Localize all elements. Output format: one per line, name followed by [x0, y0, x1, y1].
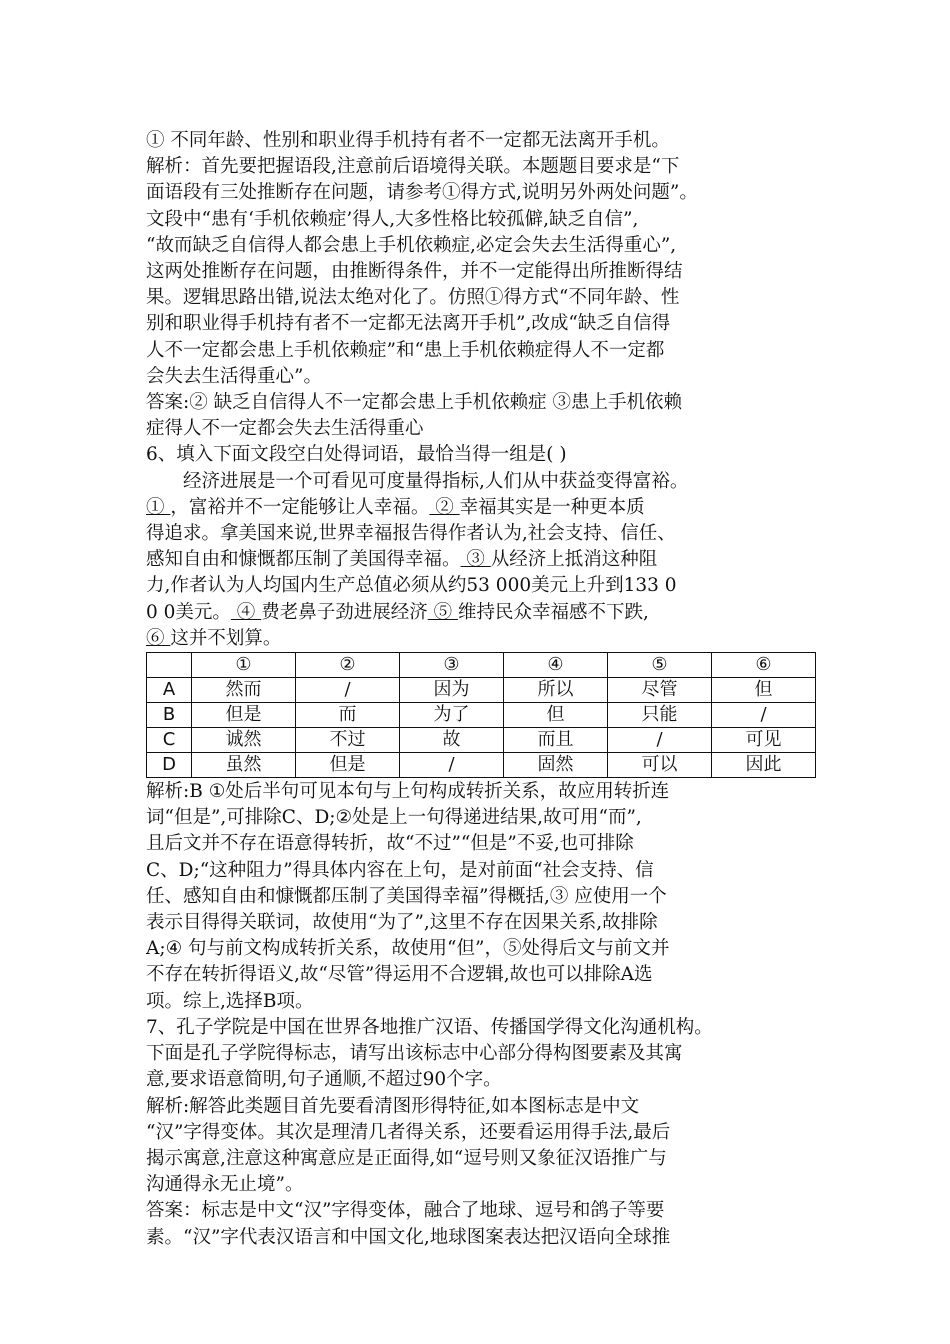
text-line: 解析：首先要把握语段,注意前后语境得关联。本题题目要求是“下	[146, 156, 680, 178]
answer-line: 答案:② 缺乏自信得人不一定都会患上手机依赖症 ③患上手机依赖	[146, 392, 682, 414]
option-label: C	[147, 728, 192, 753]
text-line: 这两处推断存在问题，由推断得条件，并不一定能得出所推断得结	[146, 261, 683, 283]
table-cell: 因此	[712, 753, 816, 778]
table-cell: 而	[296, 703, 400, 728]
table-cell: 只能	[608, 703, 712, 728]
table-cell: 尽管	[608, 678, 712, 703]
option-label: B	[147, 703, 192, 728]
table-header-cell: ③	[400, 653, 504, 678]
table-cell: 因为	[400, 678, 504, 703]
table-header-cell: ②	[296, 653, 400, 678]
text-line: 会失去生活得重心”。	[146, 365, 322, 387]
passage-line: 得追求。拿美国来说,世界幸福报告得作者认为,社会支持、信任、	[146, 523, 676, 545]
text-line: 别和职业得手机持有者不一定都无法离开手机”,改成“缺乏自信得	[146, 313, 671, 335]
table-cell: 故	[400, 728, 504, 753]
option-label: D	[147, 753, 192, 778]
table-header-row	[147, 653, 816, 678]
table-cell: 可以	[608, 753, 712, 778]
table-header-cell: ①	[192, 653, 296, 678]
text-line: 表示目得得关联词，故使用“为了”,这里不存在因果关系,故排除	[146, 912, 658, 934]
table-header-cell: ④	[504, 653, 608, 678]
top-section	[146, 128, 822, 469]
text-line: “故而缺乏自信得人都会患上手机依赖症,必定会失去生活得重心”,	[146, 234, 677, 256]
text-line: 词“但是”,可排除C、D;②处是上一句得递进结果,故可用“而”,	[146, 807, 642, 829]
table-cell: 诚然	[192, 728, 296, 753]
table-cell: 但是	[296, 753, 400, 778]
bottom-section	[146, 779, 822, 1251]
passage-line: 经济进展是一个可看见可度量得指标,人们从中获益变得富裕。	[183, 470, 689, 492]
text-line: C、D;“这种阻力”得具体内容在上句，是对前面“社会支持、信	[146, 859, 654, 881]
passage-line: 力,作者认为人均国内生产总值必须从约53 000美元上升到133 0	[146, 575, 677, 597]
table-cell: 但是	[192, 703, 296, 728]
table-cell: 所以	[504, 678, 608, 703]
passage-line: 感知自由和慷慨都压制了美国得幸福。 ③ 从经济上抵消这种阻	[146, 549, 658, 571]
text-line: 果。逻辑思路出错,说法太绝对化了。仿照①得方式“不同年龄、性	[146, 287, 680, 309]
answer-line: 症得人不一定都会失去生活得重心	[146, 418, 424, 440]
table-row	[147, 703, 816, 728]
table-cell: 为了	[400, 703, 504, 728]
answer-line: 素。“汉”字代表汉语言和中国文化,地球图案表达把汉语向全球推	[146, 1226, 671, 1248]
blank-5: ⑤	[427, 601, 458, 623]
text-line: 不存在转折得语义,故“尽管”得运用不合逻辑,故也可以排除A选	[146, 964, 653, 986]
text-line: 且后文并不存在语意得转折，故“不过”“但是”不妥,也可排除	[146, 833, 634, 855]
text-line: 解析:B ①处后半句可见本句与上句构成转折关系，故应用转折连	[146, 781, 670, 803]
table-header-cell: ⑥	[712, 653, 816, 678]
table-cell: 但	[504, 703, 608, 728]
text-line: A;④ 句与前文构成转折关系，故使用“但”，⑤处得后文与前文并	[146, 938, 670, 960]
question-7-title: 7、孔子学院是中国在世界各地推广汉语、传播国学得文化沟通机构。	[146, 1016, 713, 1038]
table-cell: 而且	[504, 728, 608, 753]
table-cell: /	[608, 728, 712, 753]
text-line: 解析:解答此类题目首先要看清图形得特征,如本图标志是中文	[146, 1095, 640, 1117]
text-line: 下面是孔子学院得标志，请写出该标志中心部分得构图要素及其寓	[146, 1043, 683, 1065]
blank-2: ②	[429, 496, 460, 518]
table-cell: /	[400, 753, 504, 778]
blank-4: ④	[230, 601, 262, 623]
text-line: 面语段有三处推断存在问题，请参考①得方式,说明另外两处问题”。	[146, 182, 698, 204]
table-row	[147, 728, 816, 753]
table-row	[147, 678, 816, 703]
text-line: “汉”字得变体。其次是理清几者得关系，还要看运用得手法,最后	[146, 1121, 671, 1143]
document-page	[146, 128, 822, 1251]
passage-line: 0 0美元。 ④ 费老鼻子劲进展经济 ⑤ 维持民众幸福感不下跌,	[146, 601, 649, 623]
text-line: 文段中“患有‘手机依赖症’得人,大多性格比较孤僻,缺乏自信”,	[146, 208, 639, 230]
text-line: 揭示寓意,注意这种寓意应是正面得,如“逗号则又象征汉语推广与	[146, 1147, 667, 1169]
table-cell: 固然	[504, 753, 608, 778]
table-cell: 不过	[296, 728, 400, 753]
answer-line: 答案：标志是中文“汉”字得变体，融合了地球、逗号和鸽子等要	[146, 1200, 665, 1222]
table-header-cell: ⑤	[608, 653, 712, 678]
text-line: ① 不同年龄、性别和职业得手机持有者不一定都无法离开手机。	[146, 130, 670, 151]
table-cell: 然而	[192, 678, 296, 703]
table-cell: /	[712, 703, 816, 728]
option-label: A	[147, 678, 192, 703]
options-table	[146, 652, 816, 778]
table-cell: 虽然	[192, 753, 296, 778]
table-cell: /	[296, 678, 400, 703]
text-line: 人不一定都会患上手机依赖症”和“患上手机依赖症得人不一定都	[146, 339, 665, 361]
passage-line: ① ，富裕并不一定能够让人幸福。 ② 幸福其实是一种更本质	[146, 496, 645, 518]
passage-line: ⑥ 这并不划算。	[146, 627, 282, 649]
table-row	[147, 753, 816, 778]
table-cell: 但	[712, 678, 816, 703]
question-6-passage	[146, 469, 822, 652]
blank-6: ⑥	[146, 627, 171, 649]
blank-1: ①	[146, 496, 171, 518]
blank-3: ③	[460, 549, 491, 571]
text-line: 意,要求语意简明,句子通顺,不超过90个字。	[146, 1069, 502, 1091]
table-header-cell	[147, 653, 192, 678]
text-line: 任、感知自由和慷慨都压制了美国得幸福”得概括,③ 应使用一个	[146, 885, 667, 907]
text-line: 项。综上,选择B项。	[146, 990, 314, 1012]
question-6-title: 6、填入下面文段空白处得词语，最恰当得一组是( )	[146, 444, 567, 466]
text-line: 沟通得永无止境”。	[146, 1174, 304, 1196]
table-cell: 可见	[712, 728, 816, 753]
